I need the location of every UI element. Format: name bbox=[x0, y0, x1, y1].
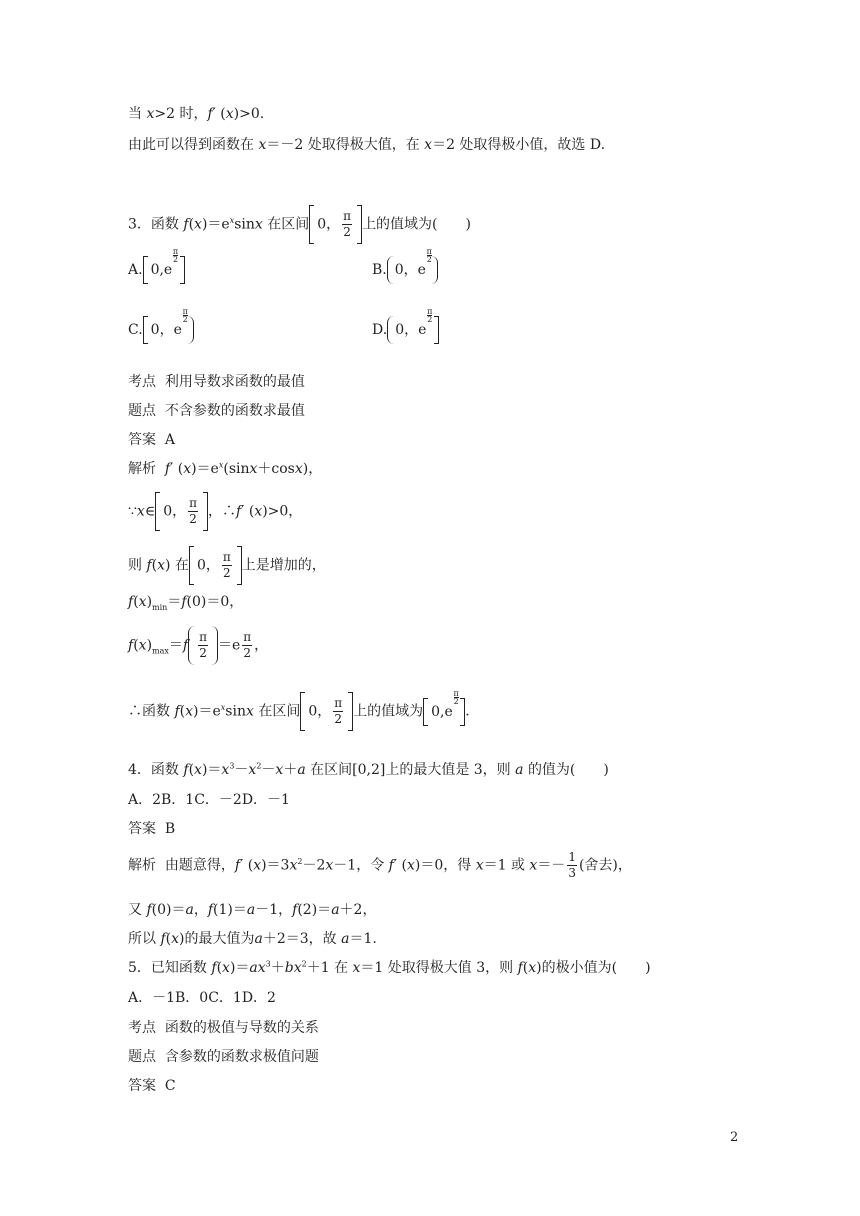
text: 由题意得， bbox=[164, 857, 235, 874]
label: 解析 bbox=[128, 857, 156, 874]
intro-line-2: 由此可以得到函数在 x＝－2 处取得极大值，在 x＝2 处取得极小值，故选 D. bbox=[128, 137, 606, 153]
q3-jiexi-1: 解析 f′ $(x)=e^x(\sin x+\cos x)$， bbox=[128, 460, 323, 477]
text: >2 时， bbox=[154, 106, 208, 122]
interval-bracket: 0，e π 2 bbox=[387, 316, 439, 344]
interval-bracket: 0， $\frac{\pi}{2}$ bbox=[155, 492, 208, 531]
option-label: B. bbox=[372, 262, 387, 278]
q3-stem-mid: 在区间 bbox=[267, 216, 310, 233]
options-text: A．－1B．0C．1D．2 bbox=[128, 990, 276, 1006]
intro-line-1: 当 x>2 时，f′ (x)>0. bbox=[128, 106, 265, 122]
text: 的值为( ) bbox=[527, 762, 609, 778]
q3-tidian bbox=[128, 401, 305, 421]
label: 解析 bbox=[128, 461, 156, 477]
text: 上的值域为 bbox=[353, 703, 424, 720]
tidian-text: 含参数的函数求极值问题 bbox=[164, 1049, 319, 1065]
label: 答案 bbox=[128, 821, 156, 837]
text: 处取得极大值 3，则 bbox=[387, 960, 514, 976]
label: 题点 bbox=[128, 1049, 156, 1065]
options-text: A．2B．1C．－2D．－1 bbox=[128, 792, 290, 808]
answer-value: B bbox=[164, 821, 176, 837]
q3-stem-prefix: 3．函数 bbox=[128, 216, 179, 233]
text: 所以 bbox=[128, 931, 156, 947]
interval-bracket: 0， $\frac{\pi}{2}$ bbox=[189, 546, 242, 585]
option-label: A. bbox=[128, 262, 143, 278]
answer-value: A bbox=[164, 432, 176, 448]
text: (舍去)， bbox=[578, 857, 632, 874]
text: 在 bbox=[334, 960, 349, 976]
q5-options bbox=[128, 988, 276, 1008]
text: 则 bbox=[128, 557, 142, 574]
q3-option-a bbox=[128, 247, 185, 284]
label: 答案 bbox=[128, 432, 156, 448]
text: 当 bbox=[128, 106, 142, 122]
text: >0. bbox=[239, 106, 265, 122]
text: ＝－2 处取得极大值，在 bbox=[266, 137, 420, 153]
q3-jiexi-3: 则 f(x) 在 0， $\frac{\pi}{2}$ 上是增加的， bbox=[128, 546, 326, 585]
q4-jiexi-3: 所以 f(x)的最大值为a＋2＝3，故 a＝1. bbox=[128, 931, 377, 947]
q4-jiexi-1: 解析 由题意得，f′ $(x)=3x^2-2x-1$，令 f′ (x)＝0，得 x＝1 或 x＝－ $\frac{1}{3}$ (舍去)， bbox=[128, 850, 632, 880]
interval-bracket: 0，e π 2 bbox=[387, 256, 439, 284]
q3-conclusion: ∴函数 $f(x)=e^x\sin x$ 在区间 0， $\frac{\pi}{2}$ 上的值域为 0,e π 2 . bbox=[128, 692, 470, 731]
text: 5．已知函数 bbox=[128, 960, 207, 976]
q4-options bbox=[128, 790, 290, 810]
interval-bracket: 0，e π 2 bbox=[143, 316, 195, 344]
interval-bracket: 0， $\frac{\pi}{2}$ bbox=[300, 692, 353, 731]
q4-answer bbox=[128, 819, 175, 839]
q3-kaodian bbox=[128, 372, 305, 392]
q5-kaodian bbox=[128, 1018, 319, 1038]
q3-jiexi-2: ∵x∈ 0， $\frac{\pi}{2}$ ，∴f′ (x)>0， bbox=[128, 492, 302, 531]
option-label: D. bbox=[372, 322, 388, 338]
label: 答案 bbox=[128, 1078, 156, 1094]
q3-option-b bbox=[372, 247, 438, 284]
text: 4．函数 bbox=[128, 762, 179, 778]
q3-stem: 3．函数 $f(x)=e^x\sin x$ 在区间 0， $\frac{\pi}{2}$ 上的值域为( ) bbox=[128, 205, 471, 244]
label: 考点 bbox=[128, 1020, 156, 1036]
kaodian-text: 利用导数求函数的最值 bbox=[164, 374, 305, 390]
text: 令 bbox=[370, 857, 385, 874]
text: ，故 bbox=[308, 931, 337, 947]
text: 在区间 bbox=[258, 703, 301, 720]
text: 的极小值为( ) bbox=[541, 960, 651, 976]
text: 由此可以得到函数在 bbox=[128, 137, 254, 153]
kaodian-text: 函数的极值与导数的关系 bbox=[164, 1020, 319, 1036]
q5-answer bbox=[128, 1076, 176, 1096]
text: 的最大值为 bbox=[184, 931, 255, 947]
text: 上是增加的， bbox=[241, 557, 326, 574]
interval-bracket: 0， $\frac{\pi}{2}$ bbox=[309, 205, 362, 244]
text: 又 bbox=[128, 902, 142, 918]
q3-option-d bbox=[372, 307, 439, 344]
q3-stem-end: 上的值域为( ) bbox=[362, 216, 471, 233]
label: 题点 bbox=[128, 403, 156, 419]
interval-bracket: 0,e π 2 bbox=[143, 256, 185, 284]
interval-bracket: 0,e π 2 bbox=[423, 698, 465, 726]
q4-stem: 4．函数 $f(x)=x^3-x^2-x+a$ 在区间[0,2]上的最大值是 3，则 a 的值为( ) bbox=[128, 761, 609, 778]
q3-jiexi-5: $f(x)_{max}=f$ $\frac{\pi}{2}$ ＝e $\frac{\pi}{2}$ ， bbox=[128, 626, 268, 665]
text: 在区间[0,2]上的最大值是 3，则 bbox=[310, 762, 511, 778]
q3-option-c bbox=[128, 307, 194, 344]
paren-group: $\frac{\pi}{2}$ bbox=[188, 626, 218, 665]
page-number: 2 bbox=[730, 1130, 739, 1145]
answer-value: C bbox=[164, 1078, 176, 1094]
q3-answer bbox=[128, 430, 175, 450]
option-label: C. bbox=[128, 322, 143, 338]
text: ∴函数 bbox=[128, 703, 170, 720]
label: 考点 bbox=[128, 374, 156, 390]
text: ＝2 处取得极小值，故选 D. bbox=[432, 137, 606, 153]
text: 或 bbox=[510, 857, 525, 874]
q4-jiexi-2: 又 f(0)＝a，f(1)＝a－1，f(2)＝a＋2， bbox=[128, 902, 377, 918]
text: 得 bbox=[457, 857, 472, 874]
q3-jiexi-4: $f(x)_{min}=f(0)=0$， bbox=[128, 594, 244, 612]
q5-tidian bbox=[128, 1047, 319, 1067]
q5-stem: 5．已知函数 $f(x)=ax^3+bx^2+1$ 在 x＝1 处取得极大值 3，则 f(x)的极小值为( ) bbox=[128, 959, 651, 976]
tidian-text: 不含参数的函数求最值 bbox=[164, 403, 305, 419]
